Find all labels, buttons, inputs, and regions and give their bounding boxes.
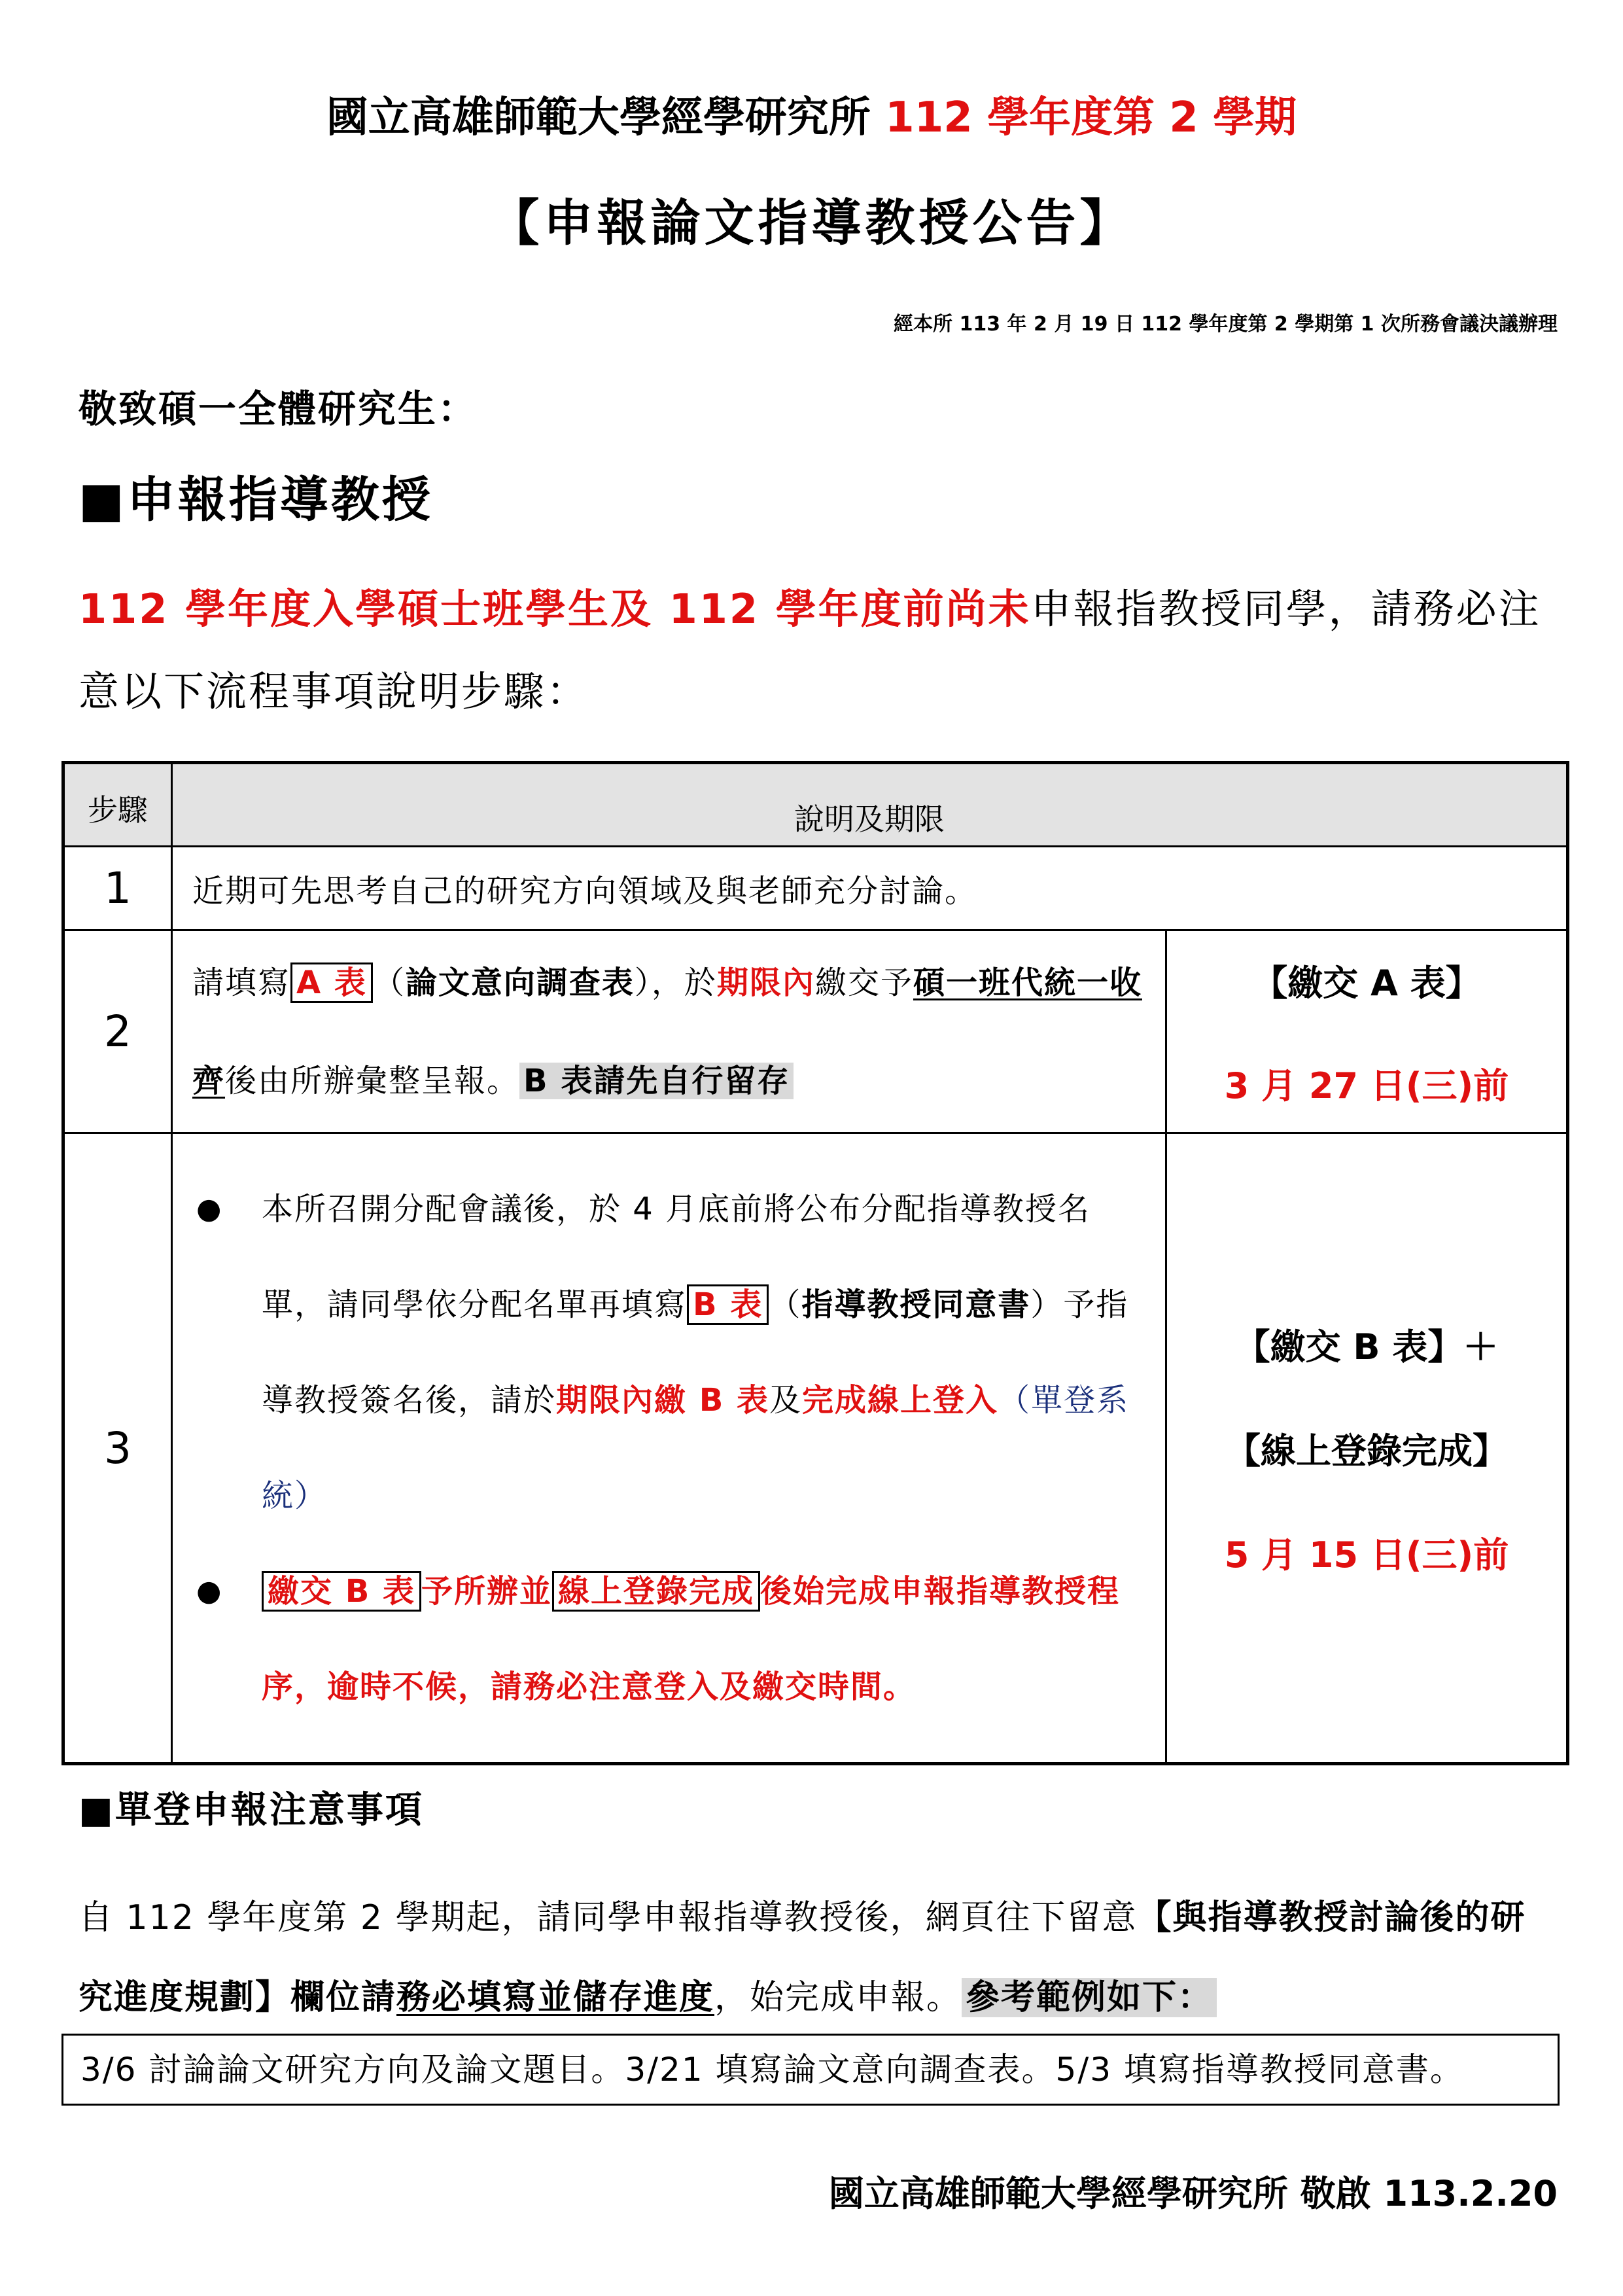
section-heading-advisor: ■申報指導教授 (79, 472, 433, 528)
table-row (63, 1133, 1568, 1764)
single-login-system: （單登系統） (262, 1382, 1130, 1514)
header-description: 說明及期限 (172, 763, 1568, 847)
intro-instruction: 申報指教授同學，請務必注意以下流程事項說明步驟： (79, 585, 1541, 715)
form-b-name: 指導教授同意書 (801, 1286, 1031, 1323)
notice-field-name: 【與指導教授討論後的研究進度規劃】欄位請 (79, 1898, 1526, 2017)
deadline-label: 【線上登錄完成】 (1225, 1430, 1508, 1472)
desc-text: ），於 (634, 964, 717, 1001)
table-row (63, 930, 1568, 1133)
desc-text: （ (769, 1286, 802, 1323)
class-rep-collects: 碩一班代統一收齊 (192, 964, 1142, 1099)
form-b-keep-note: B 表請先自行留存 (519, 1063, 794, 1099)
desc-text: （ (372, 964, 406, 1001)
announcement-title: 【申報論文指導教授公告】 (489, 194, 1134, 252)
step-description (172, 930, 1166, 1133)
deadline-cell (1166, 1133, 1568, 1764)
form-a-label: A 表 (290, 963, 373, 1003)
within-deadline-text: 期限內 (716, 964, 815, 1001)
bullet-item (196, 1544, 1145, 1735)
desc-text: 及 (769, 1382, 803, 1419)
table-row (63, 847, 1568, 930)
notice-example-label: 參考範例如下： (962, 1978, 1217, 2017)
deadline-date: 3 月 27 日(三)前 (1224, 1065, 1509, 1106)
intro-target-students: 112 學年度入學碩士班學生及 112 學年度前尚未 (79, 585, 1031, 633)
intro-paragraph (79, 568, 1557, 733)
deadline-label: 【繳交 A 表】 (1252, 962, 1481, 1004)
desc-text: 繳交予 (814, 964, 913, 1001)
decision-note: 經本所 113 年 2 月 19 日 112 學年度第 2 學期第 1 次所務會議決議辦理 (894, 313, 1558, 336)
salutation: 敬致碩一全體研究生： (79, 387, 478, 431)
notice-paragraph (79, 1878, 1557, 2038)
desc-text: 本所召開分配會議後，於 4 月底前將公布分配指導教授名單，請同學依分配名單再填寫 (262, 1191, 1091, 1323)
step-number: 1 (63, 847, 172, 930)
title-prefix: 國立高雄師範大學經學研究所 (326, 94, 886, 142)
bullet-icon: ● (196, 1192, 223, 1226)
online-registration-complete: 線上登錄完成 (552, 1571, 760, 1612)
complete-online-login: 完成線上登入 (802, 1382, 999, 1419)
signature: 國立高雄師範大學經學研究所 敬啟 113.2.20 (828, 2173, 1558, 2214)
submit-form-b: 繳交 B 表 (262, 1571, 421, 1612)
desc-text: 後由所辦彙整呈報。 (225, 1062, 520, 1099)
table-header-row (63, 763, 1568, 847)
step-description (172, 1133, 1166, 1764)
steps-table (61, 761, 1569, 1765)
step-number: 2 (63, 930, 172, 1133)
bullet-text (262, 1544, 1145, 1735)
form-a-name: 論文意向調查表 (405, 964, 635, 1001)
form-b-label: B 表 (687, 1284, 769, 1325)
deadline-label: 【繳交 B 表】＋ (1234, 1326, 1499, 1368)
page-title (0, 84, 1623, 144)
step-number: 3 (63, 1133, 172, 1764)
deadline-cell (1166, 930, 1568, 1133)
bullet-text (262, 1161, 1145, 1544)
example-box: 3/6 討論論文研究方向及論文題目。3/21 填寫論文意向調查表。5/3 填寫指導教授同意書。 (61, 2034, 1560, 2106)
within-deadline-form-b: 期限內繳 B 表 (556, 1382, 770, 1419)
step-description: 近期可先思考自己的研究方向領域及與老師充分討論。 (172, 847, 1568, 930)
desc-text: ）予指導教授簽名後，請於 (262, 1286, 1129, 1419)
desc-text: 後始完成申報指導教授程序，逾時不候，請務必注意登入及繳交時間。 (262, 1573, 1121, 1705)
notice-text: ，始完成申報。 (714, 1978, 962, 2017)
notice-must-save: 務必填寫並儲存進度 (396, 1978, 715, 2017)
title-semester: 112 學年度第 2 學期 (885, 94, 1297, 142)
desc-text: 請填寫 (192, 964, 291, 1001)
section-heading-notice: ■單登申報注意事項 (79, 1789, 424, 1831)
desc-text: 予所辦並 (421, 1573, 553, 1610)
notice-text: 自 112 學年度第 2 學期起，請同學申報指導教授後，網頁往下留意 (79, 1898, 1138, 1937)
deadline-date: 5 月 15 日(三)前 (1224, 1534, 1509, 1576)
bullet-item (196, 1161, 1145, 1544)
bullet-icon: ● (196, 1574, 223, 1608)
header-step: 步驟 (63, 763, 172, 847)
